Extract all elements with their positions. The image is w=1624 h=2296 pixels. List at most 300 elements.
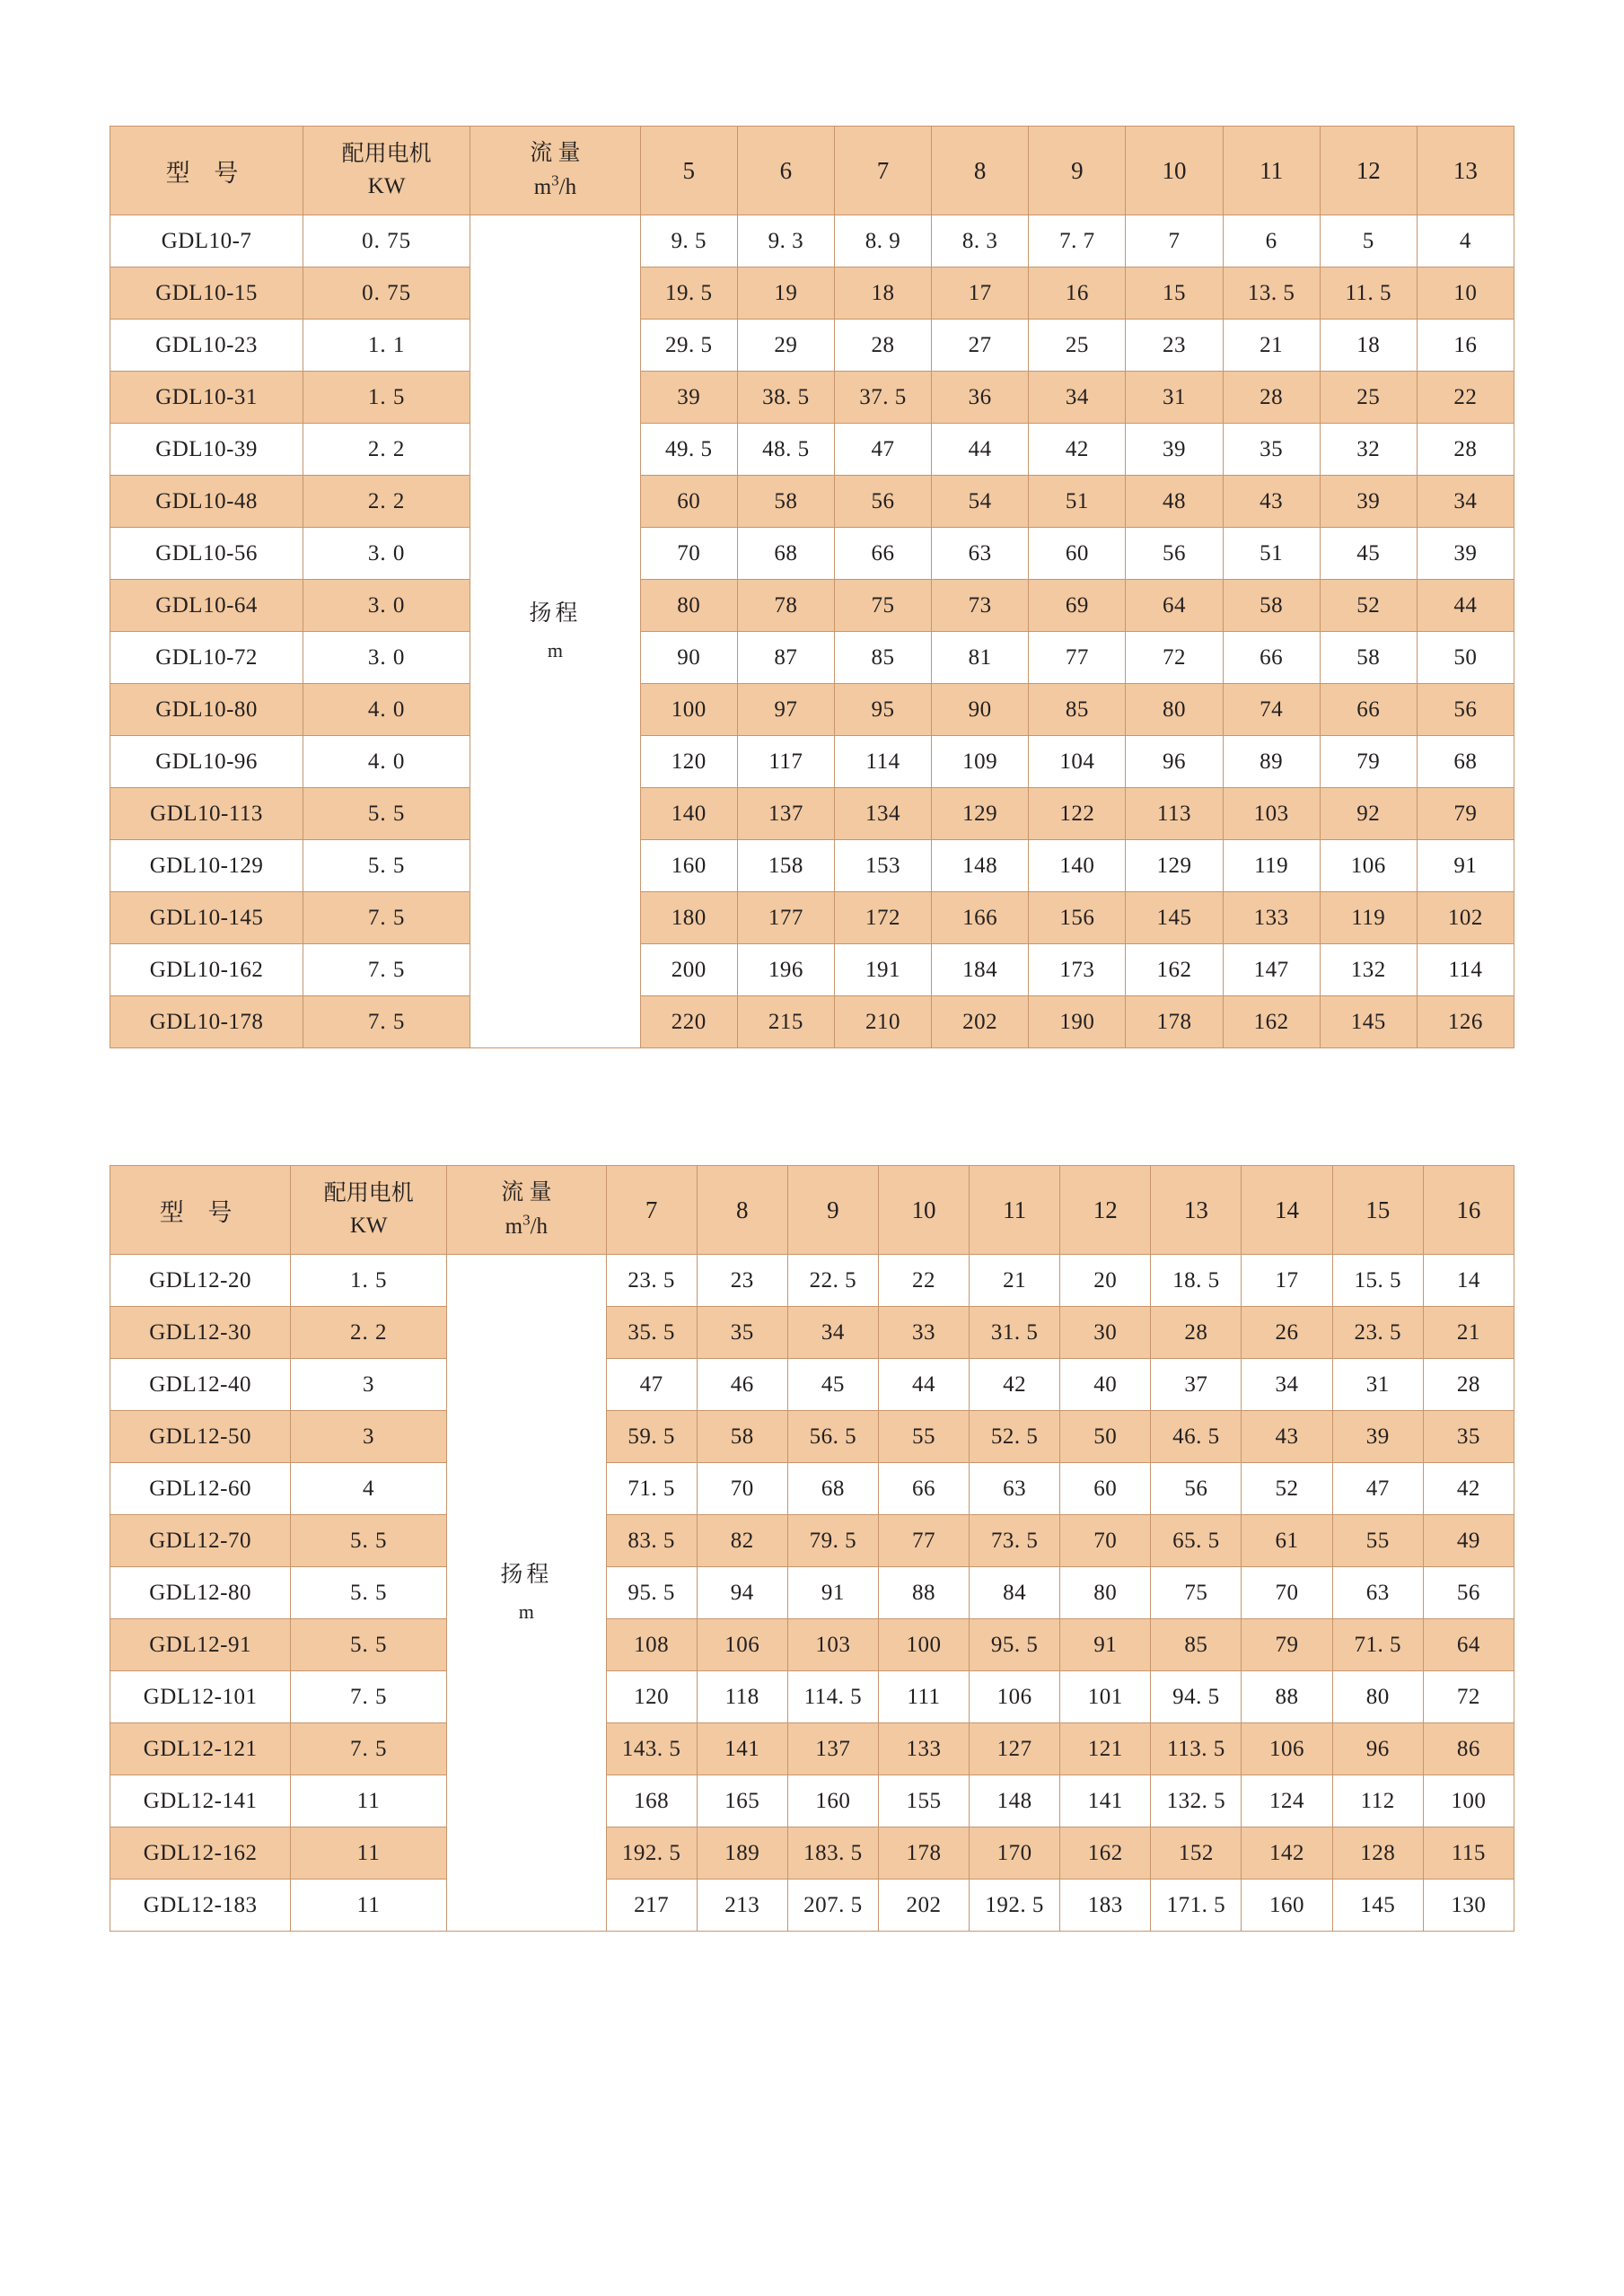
- header-flow-label: [447, 1166, 606, 1255]
- cell-head-value: 56: [1126, 528, 1223, 580]
- header-flow-column-10: 16: [1423, 1166, 1514, 1255]
- table-row: [110, 580, 1514, 632]
- cell-head-value: 121: [1060, 1723, 1151, 1775]
- header-flow-column-4: 8: [932, 127, 1029, 215]
- cell-model: GDL10-178: [110, 996, 303, 1048]
- cell-power-kw: 7. 5: [303, 944, 470, 996]
- cell-head-value: 56. 5: [787, 1411, 878, 1463]
- cell-head-value: 103: [1223, 788, 1320, 840]
- cell-model: GDL12-60: [110, 1463, 291, 1515]
- table-row: [110, 215, 1514, 267]
- cell-head-value: 25: [1029, 320, 1126, 372]
- header-flow-column-3: 9: [787, 1166, 878, 1255]
- cell-head-value: 17: [932, 267, 1029, 320]
- header-flow-unit: $m^3/h$: [505, 1211, 549, 1239]
- header-flow-label: [470, 127, 641, 215]
- cell-head-value: 44: [932, 424, 1029, 476]
- cell-head-value: 68: [1417, 736, 1514, 788]
- cell-head-value: 170: [970, 1827, 1060, 1880]
- cell-head-value: 80: [1126, 684, 1223, 736]
- cell-head-value: 177: [737, 892, 834, 944]
- cell-power-kw: 3. 0: [303, 632, 470, 684]
- cell-head-value: 31: [1126, 372, 1223, 424]
- cell-head-value: 56: [834, 476, 931, 528]
- cell-head-value: 114: [1417, 944, 1514, 996]
- cell-head-value: 35. 5: [606, 1307, 697, 1359]
- head-label-unit: m: [547, 638, 563, 662]
- cell-head-value: 28: [1151, 1307, 1242, 1359]
- cell-head-value: 68: [787, 1463, 878, 1515]
- cell-model: GDL10-39: [110, 424, 303, 476]
- cell-head-value: 19. 5: [640, 267, 737, 320]
- header-flow-unit: $m^3/h$: [533, 171, 577, 199]
- cell-head-value: 42: [970, 1359, 1060, 1411]
- cell-head-value: 51: [1029, 476, 1126, 528]
- cell-head-value: 86: [1423, 1723, 1514, 1775]
- cell-head-value: 19: [737, 267, 834, 320]
- cell-head-value: 61: [1242, 1515, 1332, 1567]
- cell-head-value: 75: [1151, 1567, 1242, 1619]
- cell-head-value: 88: [878, 1567, 969, 1619]
- cell-head-value: 85: [1029, 684, 1126, 736]
- cell-model: GDL10-72: [110, 632, 303, 684]
- header-power-label: [303, 127, 470, 215]
- cell-power-kw: 0. 75: [303, 215, 470, 267]
- cell-head-value: 75: [834, 580, 931, 632]
- table-row: [110, 1359, 1514, 1411]
- cell-head-value: 15: [1126, 267, 1223, 320]
- cell-head-value: 32: [1320, 424, 1417, 476]
- cell-head-value: 64: [1126, 580, 1223, 632]
- cell-head-value: 133: [878, 1723, 969, 1775]
- cell-head-value: 44: [1417, 580, 1514, 632]
- cell-head-value: 50: [1060, 1411, 1151, 1463]
- cell-power-kw: 5. 5: [303, 788, 470, 840]
- cell-head-value: 60: [1060, 1463, 1151, 1515]
- cell-head-value: 22: [1417, 372, 1514, 424]
- header-model-label: 型 号: [110, 127, 303, 215]
- cell-head-value: 59. 5: [606, 1411, 697, 1463]
- cell-power-kw: 5. 5: [291, 1619, 447, 1671]
- cell-head-value: 23: [697, 1255, 787, 1307]
- cell-head-value: 106: [1320, 840, 1417, 892]
- cell-head-value: 91: [1417, 840, 1514, 892]
- cell-head-value: 88: [1242, 1671, 1332, 1723]
- cell-model: GDL12-70: [110, 1515, 291, 1567]
- cell-power-kw: 1. 1: [303, 320, 470, 372]
- table-row: [110, 736, 1514, 788]
- cell-head-value: 43: [1242, 1411, 1332, 1463]
- cell-head-value: 220: [640, 996, 737, 1048]
- header-model-label: 型 号: [110, 1166, 291, 1255]
- cell-head-value: 145: [1332, 1880, 1423, 1932]
- cell-head-value: 70: [697, 1463, 787, 1515]
- table-row: [110, 1411, 1514, 1463]
- header-flow-column-6: 12: [1060, 1166, 1151, 1255]
- cell-head-value: 49. 5: [640, 424, 737, 476]
- cell-model: GDL10-145: [110, 892, 303, 944]
- cell-head-value: 145: [1320, 996, 1417, 1048]
- cell-power-kw: 1. 5: [303, 372, 470, 424]
- cell-head-value: 127: [970, 1723, 1060, 1775]
- cell-head-value: 39: [1320, 476, 1417, 528]
- header-flow-column-1: 7: [606, 1166, 697, 1255]
- cell-head-value: 23: [1126, 320, 1223, 372]
- cell-head-value: 162: [1223, 996, 1320, 1048]
- cell-head-value: 89: [1223, 736, 1320, 788]
- cell-head-value: 39: [640, 372, 737, 424]
- cell-head-value: 9. 5: [640, 215, 737, 267]
- cell-head-value: 39: [1126, 424, 1223, 476]
- cell-head-value: 114. 5: [787, 1671, 878, 1723]
- cell-head-value: 78: [737, 580, 834, 632]
- cell-head-value: 44: [878, 1359, 969, 1411]
- cell-head-value: 134: [834, 788, 931, 840]
- cell-head-value: 77: [1029, 632, 1126, 684]
- cell-head-value: 80: [640, 580, 737, 632]
- cell-power-kw: 2. 2: [303, 476, 470, 528]
- cell-head-value: 29. 5: [640, 320, 737, 372]
- table-row: [110, 528, 1514, 580]
- cell-head-value: 46: [697, 1359, 787, 1411]
- cell-model: GDL12-30: [110, 1307, 291, 1359]
- cell-head-value: 137: [787, 1723, 878, 1775]
- cell-head-value: 87: [737, 632, 834, 684]
- cell-head-value: 113. 5: [1151, 1723, 1242, 1775]
- cell-head-value: 81: [932, 632, 1029, 684]
- head-label-text: 扬程: [500, 1563, 553, 1588]
- cell-head-value: 45: [1320, 528, 1417, 580]
- cell-head-value: 28: [834, 320, 931, 372]
- cell-power-kw: 1. 5: [291, 1255, 447, 1307]
- cell-head-value: 191: [834, 944, 931, 996]
- cell-head-value: 90: [932, 684, 1029, 736]
- cell-head-value: 118: [697, 1671, 787, 1723]
- cell-head-value: 26: [1242, 1307, 1332, 1359]
- table-row: [110, 1723, 1514, 1775]
- header-flow-column-5: 11: [970, 1166, 1060, 1255]
- header-flow-column-6: 10: [1126, 127, 1223, 215]
- table-row: [110, 1255, 1514, 1307]
- cell-head-value: 79: [1417, 788, 1514, 840]
- cell-head-value: 15. 5: [1332, 1255, 1423, 1307]
- cell-head-value: 63: [932, 528, 1029, 580]
- cell-model: GDL10-31: [110, 372, 303, 424]
- cell-head-value: 215: [737, 996, 834, 1048]
- table-row: [110, 840, 1514, 892]
- cell-head-value: 103: [787, 1619, 878, 1671]
- cell-head-value: 155: [878, 1775, 969, 1827]
- cell-head-value: 106: [970, 1671, 1060, 1723]
- header-flow-column-7: 13: [1151, 1166, 1242, 1255]
- cell-head-value: 28: [1417, 424, 1514, 476]
- cell-head-value: 101: [1060, 1671, 1151, 1723]
- cell-head-value: 97: [737, 684, 834, 736]
- cell-head-value: 83. 5: [606, 1515, 697, 1567]
- cell-power-kw: 7. 5: [303, 892, 470, 944]
- cell-head-value: 7. 7: [1029, 215, 1126, 267]
- head-label-unit: m: [518, 1599, 534, 1623]
- cell-head-value: 39: [1417, 528, 1514, 580]
- cell-head-value: 129: [1126, 840, 1223, 892]
- header-power-unit: KW: [367, 174, 406, 198]
- cell-power-kw: 11: [291, 1880, 447, 1932]
- cell-head-value: 165: [697, 1775, 787, 1827]
- cell-head-value: 84: [970, 1567, 1060, 1619]
- cell-model: GDL10-7: [110, 215, 303, 267]
- cell-head-value: 25: [1320, 372, 1417, 424]
- pump-spec-table-gdl10: [110, 126, 1514, 1048]
- cell-head-value: 8. 9: [834, 215, 931, 267]
- cell-head-value: 102: [1417, 892, 1514, 944]
- table-row: [110, 320, 1514, 372]
- header-flow-column-4: 10: [878, 1166, 969, 1255]
- cell-head-value: 47: [1332, 1463, 1423, 1515]
- table-header-row: [110, 127, 1514, 215]
- cell-head-value: 35: [1223, 424, 1320, 476]
- cell-head-value: 10: [1417, 267, 1514, 320]
- cell-head-value: 48. 5: [737, 424, 834, 476]
- cell-power-kw: 0. 75: [303, 267, 470, 320]
- cell-head-value: 145: [1126, 892, 1223, 944]
- cell-model: GDL12-50: [110, 1411, 291, 1463]
- cell-head-value: 202: [878, 1880, 969, 1932]
- table-row: [110, 996, 1514, 1048]
- cell-model: GDL12-40: [110, 1359, 291, 1411]
- cell-head-value: 152: [1151, 1827, 1242, 1880]
- header-flow-line1: 流 量: [530, 141, 581, 166]
- cell-head-value: 100: [878, 1619, 969, 1671]
- cell-head-value: 18: [834, 267, 931, 320]
- cell-power-kw: 5. 5: [291, 1515, 447, 1567]
- cell-head-value: 56: [1417, 684, 1514, 736]
- cell-head-value: 17: [1242, 1255, 1332, 1307]
- cell-head-value: 34: [1417, 476, 1514, 528]
- cell-head-value: 23. 5: [606, 1255, 697, 1307]
- cell-model: GDL12-183: [110, 1880, 291, 1932]
- cell-head-value: 36: [932, 372, 1029, 424]
- cell-head-value: 71. 5: [606, 1463, 697, 1515]
- cell-head-value: 82: [697, 1515, 787, 1567]
- cell-power-kw: 2. 2: [291, 1307, 447, 1359]
- cell-head-value: 153: [834, 840, 931, 892]
- cell-head-value: 21: [1223, 320, 1320, 372]
- table-row: [110, 1775, 1514, 1827]
- cell-head-value: 30: [1060, 1307, 1151, 1359]
- table-row: [110, 1827, 1514, 1880]
- cell-head-value: 22. 5: [787, 1255, 878, 1307]
- cell-head-value: 66: [1320, 684, 1417, 736]
- cell-head-value: 64: [1423, 1619, 1514, 1671]
- cell-head-value: 119: [1223, 840, 1320, 892]
- cell-head-value: 115: [1423, 1827, 1514, 1880]
- cell-power-kw: 7. 5: [291, 1671, 447, 1723]
- cell-head-value: 160: [640, 840, 737, 892]
- cell-head-value: 160: [1242, 1880, 1332, 1932]
- cell-head-value: 141: [697, 1723, 787, 1775]
- header-flow-column-7: 11: [1223, 127, 1320, 215]
- cell-head-value: 100: [1423, 1775, 1514, 1827]
- cell-head-value: 94. 5: [1151, 1671, 1242, 1723]
- table-row: [110, 788, 1514, 840]
- pump-spec-table-gdl12: [110, 1165, 1514, 1932]
- cell-head-value: 140: [640, 788, 737, 840]
- table-row: [110, 1307, 1514, 1359]
- cell-head-value: 85: [1151, 1619, 1242, 1671]
- cell-head-value: 140: [1029, 840, 1126, 892]
- cell-head-value: 189: [697, 1827, 787, 1880]
- cell-power-kw: 7. 5: [291, 1723, 447, 1775]
- header-flow-column-8: 14: [1242, 1166, 1332, 1255]
- cell-head-value: 202: [932, 996, 1029, 1048]
- cell-head-value: 35: [1423, 1411, 1514, 1463]
- header-power-line1: 配用电机: [323, 1180, 414, 1205]
- cell-head-value: 28: [1223, 372, 1320, 424]
- table-row: [110, 1463, 1514, 1515]
- header-flow-column-9: 13: [1417, 127, 1514, 215]
- cell-head-value: 95. 5: [606, 1567, 697, 1619]
- cell-head-value: 66: [1223, 632, 1320, 684]
- header-flow-column-5: 9: [1029, 127, 1126, 215]
- cell-head-value: 162: [1126, 944, 1223, 996]
- header-power-unit: KW: [349, 1214, 388, 1238]
- cell-head-value: 129: [932, 788, 1029, 840]
- cell-head-value: 90: [640, 632, 737, 684]
- cell-head-value: 56: [1151, 1463, 1242, 1515]
- cell-model: GDL10-64: [110, 580, 303, 632]
- cell-head-value: 16: [1029, 267, 1126, 320]
- cell-head-value: 190: [1029, 996, 1126, 1048]
- cell-head-value: 192. 5: [970, 1880, 1060, 1932]
- cell-head-value: 7: [1126, 215, 1223, 267]
- cell-power-kw: 11: [291, 1775, 447, 1827]
- header-power-label: [291, 1166, 447, 1255]
- cell-head-value: 171. 5: [1151, 1880, 1242, 1932]
- cell-head-value: 96: [1332, 1723, 1423, 1775]
- cell-head-value: 80: [1332, 1671, 1423, 1723]
- cell-head-value: 29: [737, 320, 834, 372]
- cell-head-value: 79. 5: [787, 1515, 878, 1567]
- cell-head-value: 109: [932, 736, 1029, 788]
- cell-head-value: 156: [1029, 892, 1126, 944]
- cell-head-value: 85: [834, 632, 931, 684]
- cell-model: GDL10-23: [110, 320, 303, 372]
- cell-head-value: 16: [1417, 320, 1514, 372]
- cell-head-value: 148: [970, 1775, 1060, 1827]
- cell-model: GDL10-162: [110, 944, 303, 996]
- cell-power-kw: 11: [291, 1827, 447, 1880]
- cell-head-value: 124: [1242, 1775, 1332, 1827]
- cell-model: GDL12-91: [110, 1619, 291, 1671]
- cell-head-value: 27: [932, 320, 1029, 372]
- cell-head-value: 58: [1223, 580, 1320, 632]
- cell-head-value: 49: [1423, 1515, 1514, 1567]
- cell-head-value: 46. 5: [1151, 1411, 1242, 1463]
- cell-head-value: 28: [1423, 1359, 1514, 1411]
- cell-head-value: 120: [606, 1671, 697, 1723]
- cell-power-kw: 4. 0: [303, 736, 470, 788]
- cell-head-value: 158: [737, 840, 834, 892]
- cell-model: GDL10-96: [110, 736, 303, 788]
- cell-head-value: 77: [878, 1515, 969, 1567]
- cell-head-value: 34: [1242, 1359, 1332, 1411]
- cell-head-value: 94: [697, 1567, 787, 1619]
- cell-head-value: 58: [737, 476, 834, 528]
- cell-head-value: 68: [737, 528, 834, 580]
- cell-power-kw: 3: [291, 1359, 447, 1411]
- cell-model: GDL10-80: [110, 684, 303, 736]
- cell-head-value: 183. 5: [787, 1827, 878, 1880]
- cell-head-value: 113: [1126, 788, 1223, 840]
- cell-head-value: 58: [697, 1411, 787, 1463]
- cell-model: GDL12-162: [110, 1827, 291, 1880]
- cell-power-kw: 2. 2: [303, 424, 470, 476]
- cell-head-value: 70: [1242, 1567, 1332, 1619]
- cell-head-value: 96: [1126, 736, 1223, 788]
- cell-power-kw: 7. 5: [303, 996, 470, 1048]
- cell-head-value: 55: [878, 1411, 969, 1463]
- cell-head-value: 178: [1126, 996, 1223, 1048]
- cell-head-value: 160: [787, 1775, 878, 1827]
- cell-head-value: 34: [1029, 372, 1126, 424]
- cell-head-value: 126: [1417, 996, 1514, 1048]
- cell-head-value: 45: [787, 1359, 878, 1411]
- cell-head-value: 56: [1423, 1567, 1514, 1619]
- cell-head-value: 207. 5: [787, 1880, 878, 1932]
- cell-head-value: 108: [606, 1619, 697, 1671]
- cell-power-kw: 5. 5: [291, 1567, 447, 1619]
- cell-head-value: 106: [697, 1619, 787, 1671]
- cell-head-value: 58: [1320, 632, 1417, 684]
- cell-head-value: 47: [606, 1359, 697, 1411]
- cell-head-value: 79: [1242, 1619, 1332, 1671]
- cell-head-value: 119: [1320, 892, 1417, 944]
- cell-head-value: 132. 5: [1151, 1775, 1242, 1827]
- cell-power-kw: 4. 0: [303, 684, 470, 736]
- cell-head-value: 52. 5: [970, 1411, 1060, 1463]
- table-row: [110, 1671, 1514, 1723]
- cell-head-value: 13. 5: [1223, 267, 1320, 320]
- cell-model: GDL10-129: [110, 840, 303, 892]
- cell-head-value: 48: [1126, 476, 1223, 528]
- cell-head-value: 178: [878, 1827, 969, 1880]
- header-flow-column-3: 7: [834, 127, 931, 215]
- cell-head-value: 33: [878, 1307, 969, 1359]
- table-row: [110, 944, 1514, 996]
- cell-head-value: 18: [1320, 320, 1417, 372]
- cell-head-value: 11. 5: [1320, 267, 1417, 320]
- cell-head-value: 37: [1151, 1359, 1242, 1411]
- cell-head-value: 6: [1223, 215, 1320, 267]
- cell-head-value: 14: [1423, 1255, 1514, 1307]
- cell-head-value: 104: [1029, 736, 1126, 788]
- cell-head-value: 63: [1332, 1567, 1423, 1619]
- cell-head-value: 35: [697, 1307, 787, 1359]
- cell-head-value: 120: [640, 736, 737, 788]
- cell-head-value: 141: [1060, 1775, 1151, 1827]
- table-row: [110, 1515, 1514, 1567]
- header-flow-column-8: 12: [1320, 127, 1417, 215]
- cell-head-value: 114: [834, 736, 931, 788]
- cell-power-kw: 4: [291, 1463, 447, 1515]
- cell-model: GDL10-15: [110, 267, 303, 320]
- cell-head-value: 52: [1320, 580, 1417, 632]
- cell-head-value: 147: [1223, 944, 1320, 996]
- cell-head-value: 43: [1223, 476, 1320, 528]
- cell-head-value: 31. 5: [970, 1307, 1060, 1359]
- cell-head-value: 213: [697, 1880, 787, 1932]
- cell-head-value: 111: [878, 1671, 969, 1723]
